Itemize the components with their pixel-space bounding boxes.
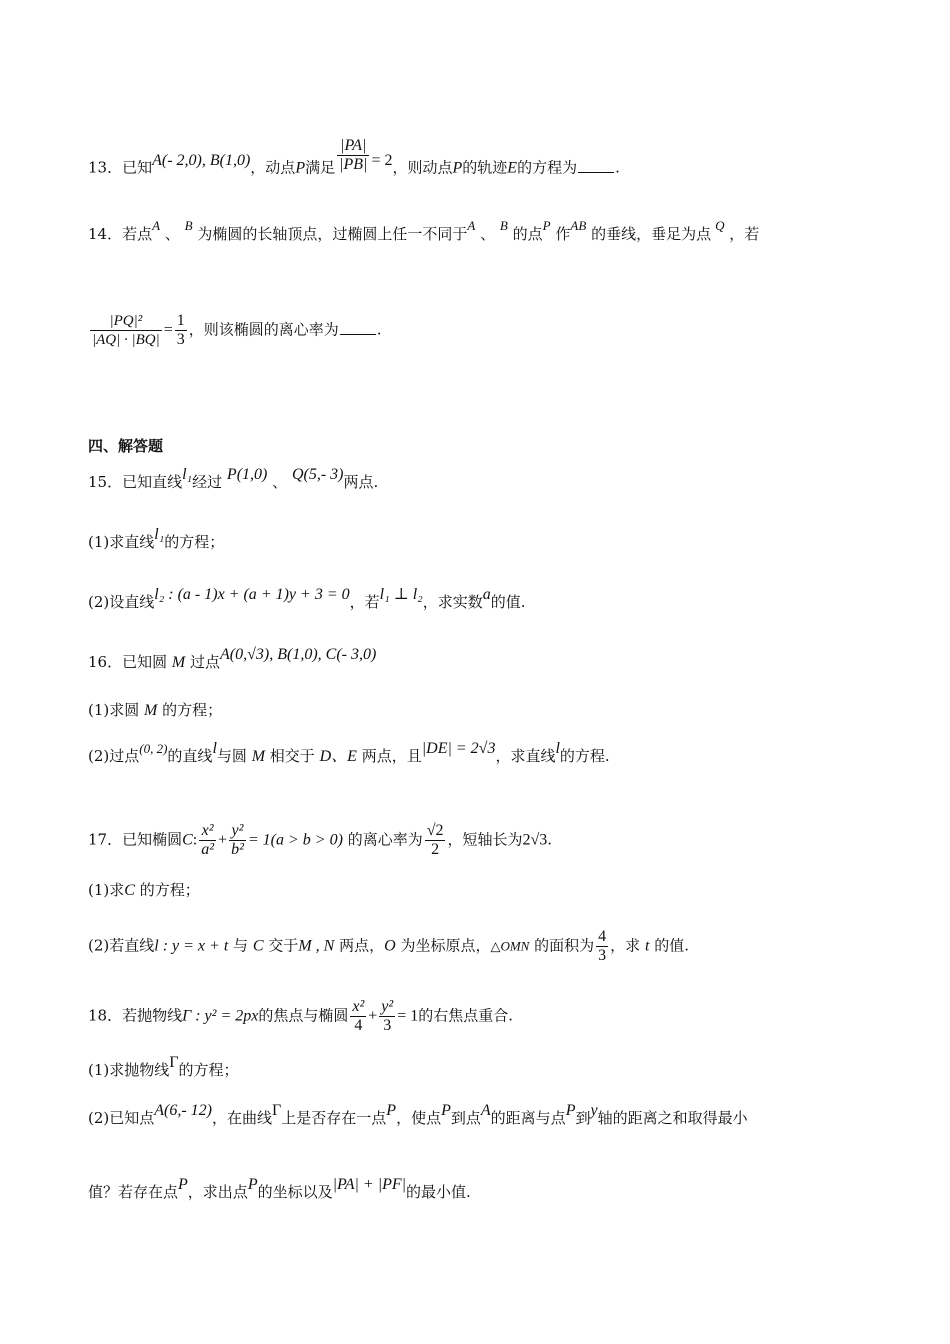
answer-blank (578, 158, 614, 173)
question-16-part1: (1)求圆 M 的方程； (88, 701, 223, 719)
ellipse-y-term: $\frac{\text{y²}}{3}$ (381, 998, 394, 1034)
question-15-part1: (1)求直线l₁的方程； (88, 526, 225, 551)
question-17-part2: (2)若直线l : y = x + t 与 C 交于M , N 两点，O 为坐标原点，△OMN 的面积为 $\frac{4}{3}$ ，求 t 的值. (88, 928, 689, 964)
points-ab: A(- 2,0), B(1,0) (152, 151, 251, 169)
eccentricity-fraction: $\frac{√2}{2}$ (426, 822, 444, 858)
ellipse-y-term: $\frac{\text{y²}}{\text{b²}}$ (231, 822, 244, 858)
question-16: 16．已知圆 M 过点A(0,√3), B(1,0), C(- 3,0) (88, 646, 377, 671)
section-heading: 四、解答题 (88, 437, 164, 455)
question-18-part2-cont: 值？若存在点P，求出点P的坐标以及|PA| + |PF|的最小值. (88, 1176, 471, 1201)
ratio-fraction: $\frac{|PA|}{|PB|}$ (339, 137, 368, 173)
question-17: 17．已知椭圆C: $\frac{\text{x²}}{\text{a²}}$ + $\frac{\text{y²}}{\text{b²}}$ = 1(a > b > 0) 的离心率为 $\frac{√2}{2}$ ，短轴长为2√3. (88, 822, 553, 858)
question-18-part1: (1)求抛物线Γ的方程； (88, 1054, 239, 1079)
ellipse-x-term: $\frac{\text{x²}}{4}$ (352, 998, 365, 1034)
pq-ratio: $\frac{\text{|PQ|²}}{|AQ| \cdot |BQ|}$ (92, 313, 160, 348)
answer-blank (340, 320, 376, 335)
question-14-cont: $\frac{\text{|PQ|²}}{|AQ| \cdot |BQ|}$ = $\frac{1}{3}$ ，则该椭圆的离心率为 . (92, 312, 382, 348)
question-18: 18．若抛物线Γ : y² = 2px的焦点与椭圆 $\frac{\text{x²}}{4}$ + $\frac{\text{y²}}{3}$ = 1的右焦点重合. (88, 998, 514, 1034)
question-18-part2: (2)已知点A(6,- 12)，在曲线Γ上是否存在一点P，使点P到点A的距离与点P到y轴的距离之和取得最小 (88, 1102, 748, 1127)
question-16-part2: (2)过点(0, 2)的直线l与圆 M 相交于 D、E 两点，且|DE| = 2√3，求直线l的方程. (88, 740, 610, 765)
question-17-part1: (1)求C 的方程； (88, 881, 200, 899)
ellipse-x-term: $\frac{\text{x²}}{\text{a²}}$ (201, 822, 215, 858)
question-13: 13．已知A(- 2,0), B(1,0)，动点P满足 $\frac{|PA|}{|PB|}$ = 2，则动点P的轨迹E的方程为 . (88, 137, 620, 177)
question-14: 14．若点A 、 B 为椭圆的长轴顶点，过椭圆上任一不同于A 、 B 的点P 作AB 的垂线，垂足为点 Q ，若 (88, 218, 760, 243)
question-15-part2: (2)设直线l₂ : (a - 1)x + (a + 1)y + 3 = 0，若l₁ ⊥ l₂，求实数a的值. (88, 586, 526, 611)
question-15: 15．已知直线l₁经过 P(1,0) 、 Q(5,- 3)两点. (88, 466, 379, 491)
